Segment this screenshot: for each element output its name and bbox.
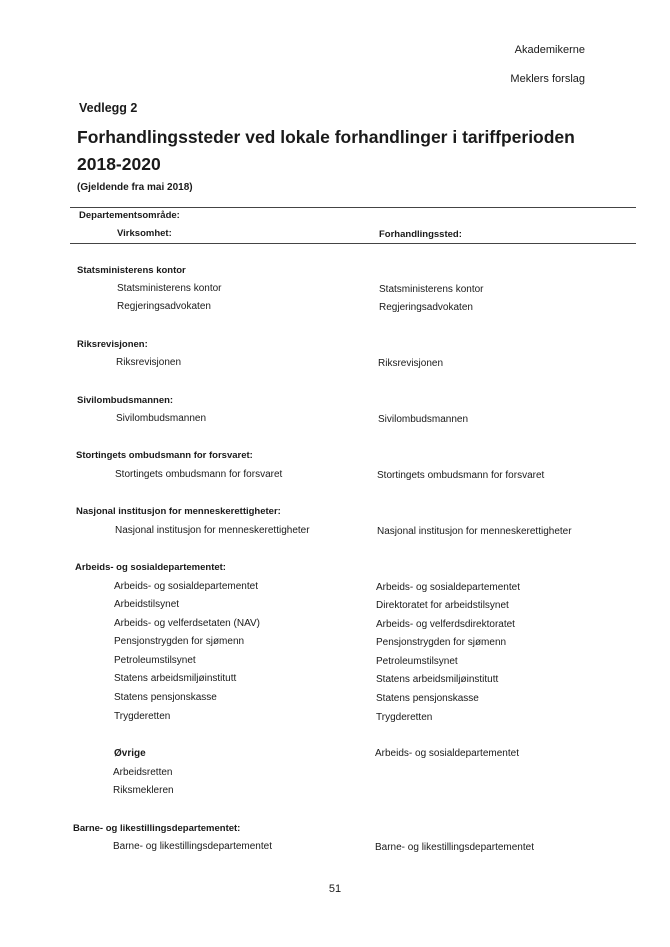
header-org: Akademikerne (514, 44, 585, 56)
sted-cell: Sivilombudsmannen (378, 414, 469, 425)
virksomhet-cell: Stortingets ombudsmann for forsvaret (115, 469, 283, 480)
section-title: Statsministerens kontor (77, 265, 186, 276)
virksomhet-cell: Trygderetten (114, 711, 171, 722)
section-title: Arbeids- og sosialdepartementet: (75, 562, 226, 573)
section-title: Sivilombudsmannen: (77, 395, 174, 406)
sted-cell: Arbeids- og sosialdepartementet (376, 582, 520, 593)
table-top-rule (70, 207, 636, 208)
virksomhet-cell: Nasjonal institusjon for menneskerettigheter (115, 525, 310, 536)
section-title: Nasjonal institusjon for menneskerettigheter: (76, 506, 281, 517)
ovrige-item: Riksmekleren (113, 785, 174, 796)
sted-cell: Direktoratet for arbeidstilsynet (376, 600, 509, 611)
ovrige-item: Arbeidsretten (113, 767, 173, 778)
table-header-sted: Forhandlingssted: (379, 229, 462, 240)
sted-cell: Barne- og likestillingsdepartementet (375, 842, 534, 853)
ovrige-sted: Arbeids- og sosialdepartementet (375, 748, 519, 759)
sted-cell: Statsministerens kontor (379, 284, 484, 295)
virksomhet-cell: Riksrevisjonen (116, 357, 182, 368)
table-header-area: Departementsområde: (79, 210, 180, 221)
section-title: Stortingets ombudsmann for forsvaret: (76, 450, 253, 461)
sted-cell: Petroleumstilsynet (376, 656, 458, 667)
virksomhet-cell: Statens pensjonskasse (114, 692, 217, 703)
sted-cell: Trygderetten (376, 712, 433, 723)
virksomhet-cell: Statsministerens kontor (117, 283, 222, 294)
sted-cell: Pensjonstrygden for sjømenn (376, 637, 507, 648)
section-title: Barne- og likestillingsdepartementet: (73, 823, 241, 834)
ovrige-title: Øvrige (114, 748, 146, 759)
virksomhet-cell: Arbeidstilsynet (114, 599, 180, 610)
virksomhet-cell: Regjeringsadvokaten (117, 301, 211, 312)
vedlegg-label: Vedlegg 2 (79, 101, 138, 115)
sted-cell: Stortingets ombudsmann for forsvaret (377, 470, 545, 481)
header-doc-label: Meklers forslag (510, 73, 585, 85)
sted-cell: Statens arbeidsmiljøinstitutt (376, 674, 499, 685)
sted-cell: Regjeringsadvokaten (379, 302, 473, 313)
virksomhet-cell: Statens arbeidsmiljøinstitutt (114, 673, 237, 684)
sted-cell: Riksrevisjonen (378, 358, 444, 369)
section-title: Riksrevisjonen: (77, 339, 148, 350)
virksomhet-cell: Sivilombudsmannen (116, 413, 207, 424)
virksomhet-cell: Barne- og likestillingsdepartementet (113, 841, 272, 852)
table-header-virksomhet: Virksomhet: (117, 228, 172, 239)
virksomhet-cell: Pensjonstrygden for sjømenn (114, 636, 245, 647)
virksomhet-cell: Arbeids- og velferdsetaten (NAV) (114, 618, 260, 629)
virksomhet-cell: Arbeids- og sosialdepartementet (114, 581, 258, 592)
sted-cell: Arbeids- og velferdsdirektoratet (376, 619, 515, 630)
table-header-rule (70, 243, 636, 244)
page-title: Forhandlingssteder ved lokale forhandlinger i tariffperioden 2018-2020 (77, 127, 575, 174)
virksomhet-cell: Petroleumstilsynet (114, 655, 196, 666)
page-subtitle: (Gjeldende fra mai 2018) (77, 182, 193, 193)
sted-cell: Nasjonal institusjon for menneskerettigheter (377, 526, 572, 537)
sted-cell: Statens pensjonskasse (376, 693, 479, 704)
page-number: 51 (328, 883, 342, 895)
